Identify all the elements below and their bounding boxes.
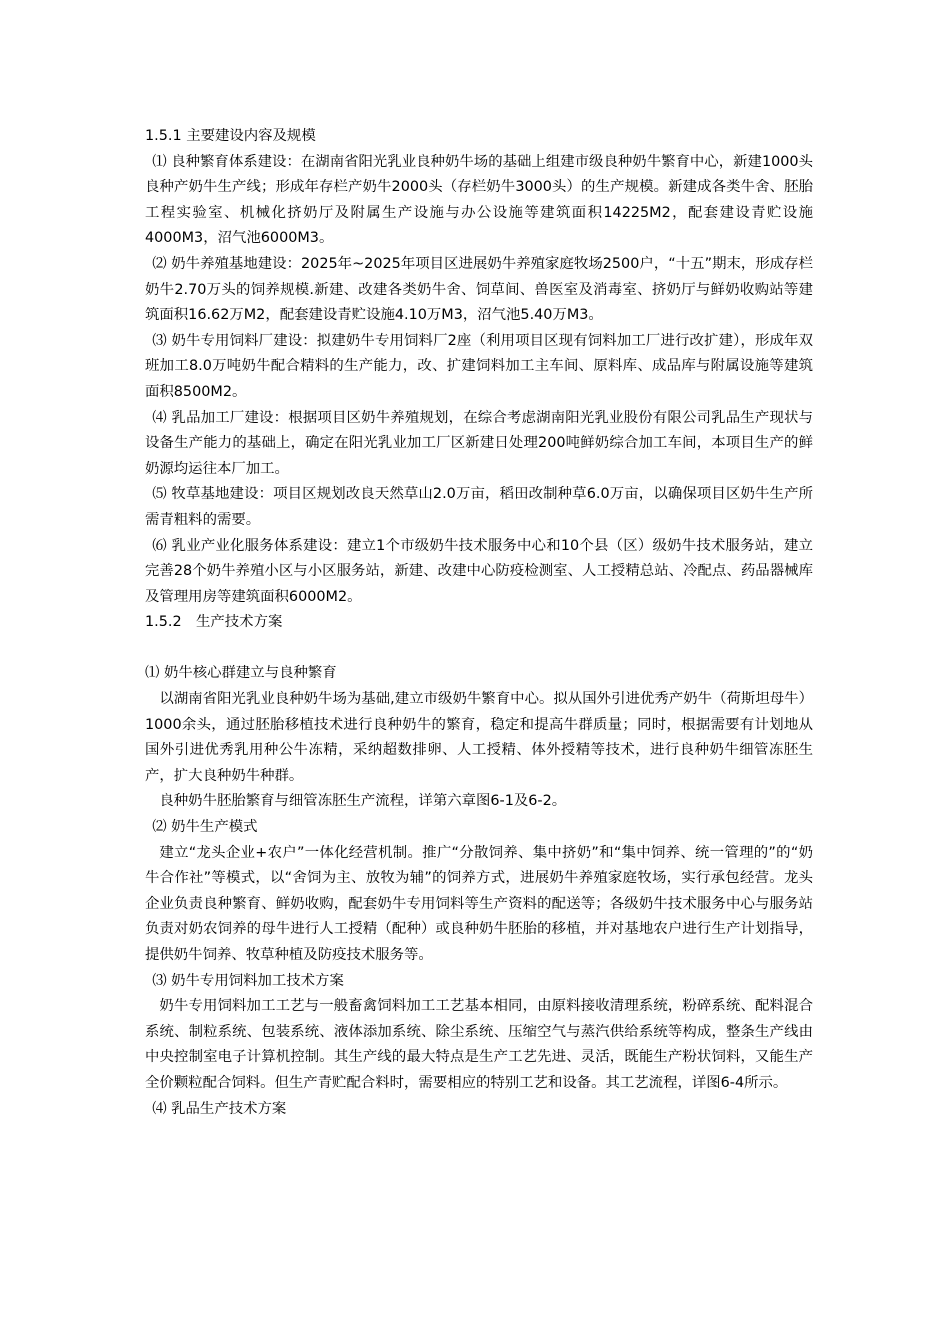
paragraph-feed-plant: ⑶ 奶牛专用饲料厂建设：拟建奶牛专用饲料厂2座（利用项目区现有饲料加工厂进行改扩建），形成年双班加工8.0万吨奶牛配合精料的生产能力，改、扩建饲料加工主车间、原料库、成品库与附属设施等建筑面积8500M2。: [145, 332, 813, 400]
subsection-title-core-herd: ⑴ 奶牛核心群建立与良种繁育: [145, 665, 337, 682]
subsection-title-feed-processing: ⑶ 奶牛专用饲料加工技术方案: [152, 972, 344, 989]
paragraph-core-herd: 以湖南省阳光乳业良种奶牛场为基础,建立市级奶牛繁育中心。拟从国外引进优秀产奶牛（荷斯坦母牛）1000余头，通过胚胎移植技术进行良种奶牛的繁育，稳定和提高牛群质量；同时，根据需要有计划地从国外引进优秀乳用种公牛冻精，采纳超数排卵、人工授精、体外授精等技术，进行良种奶牛细管冻胚生产，扩大良种奶牛种群。: [145, 691, 813, 784]
section-heading-1-5-1: 1.5.1 主要建设内容及规模: [145, 128, 316, 144]
section-heading-1-5-2: 1.5.2 生产技术方案: [145, 614, 283, 631]
paragraph-dairy-plant: ⑷ 乳品加工厂建设：根据项目区奶牛养殖规划，在综合考虑湖南阳光乳业股份有限公司乳品生产现状与设备生产能力的基础上，确定在阳光乳业加工厂区新建日处理200吨鲜奶综合加工车间，本项目生产的鲜奶源均运往本厂加工。: [145, 409, 813, 477]
blank-line: [145, 636, 813, 662]
paragraph-feed-processing: 奶牛专用饲料加工工艺与一般畜禽饲料加工工艺基本相同，由原料接收清理系统，粉碎系统、配料混合系统、制粒系统、包装系统、液体添加系统、除尘系统、压缩空气与蒸汽供给系统等构成，整条生产线由中央控制室电子计算机控制。其生产线的最大特点是生产工艺先进、灵活，既能生产粉状饲料，又能生产全价颗粒配合饲料。但生产青贮配合料时，需要相应的特别工艺和设备。其工艺流程，详图6-4所示。: [145, 998, 813, 1091]
paragraph-breeding-system: ⑴ 良种繁育体系建设：在湖南省阳光乳业良种奶牛场的基础上组建市级良种奶牛繁育中心，新建1000头良种产奶牛生产线；形成年存栏产奶牛2000头（存栏奶牛3000头）的生产规模。新建成各类牛舍、胚胎工程实验室、机械化挤奶厅及附属生产设施与办公设施等建筑面积14225M2，配套建设青贮设施4000M3，沼气池6000M3。: [145, 153, 813, 247]
paragraph-production-mode: 建立“龙头企业+农户”一体化经营机制。推广“分散饲养、集中挤奶”和“集中饲养、统一管理的”的“奶牛合作社”等模式，以“舍饲为主、放牧为辅”的饲养方式，进展奶牛养殖家庭牧场，实行承包经营。龙头企业负责良种繁育、鲜奶收购，配套奶牛专用饲料等生产资料的配送等；各级奶牛技术服务中心与服务站负责对奶农饲养的母牛进行人工授精（配种）或良种奶牛胚胎的移植，并对基地农户进行生产计划指导，提供奶牛饲养、牧草种植及防疫技术服务等。: [145, 844, 813, 963]
subsection-title-production-mode: ⑵ 奶牛生产模式: [152, 819, 258, 836]
paragraph-embryo-flow: 良种奶牛胚胎繁育与细管冻胚生产流程，详第六章图6-1及6-2。: [159, 793, 567, 810]
subsection-title-dairy-production: ⑷ 乳品生产技术方案: [152, 1100, 287, 1117]
document-body: [145, 124, 813, 1122]
paragraph-farming-base: ⑵ 奶牛养殖基地建设：2025年~2025年项目区进展奶牛养殖家庭牧场2500户，“十五”期末，形成存栏奶牛2.70万头的饲养规模.新建、改建各类奶牛舍、饲草间、兽医室及消毒室、挤奶厅与鲜奶收购站等建筑面积16.62万M2，配套建设青贮设施4.10万M3，沼气池5.40万M3。: [145, 255, 813, 324]
paragraph-forage-base: ⑸ 牧草基地建设：项目区规划改良天然草山2.0万亩，稻田改制种草6.0万亩，以确保项目区奶牛生产所需青粗料的需要。: [145, 486, 813, 528]
paragraph-service-system: ⑹ 乳业产业化服务体系建设：建立1个市级奶牛技术服务中心和10个县（区）级奶牛技术服务站，建立完善28个奶牛养殖小区与小区服务站，新建、改建中心防疫检测室、人工授精总站、冷配点、药品器械库及管理用房等建筑面积6000M2。: [145, 537, 813, 605]
